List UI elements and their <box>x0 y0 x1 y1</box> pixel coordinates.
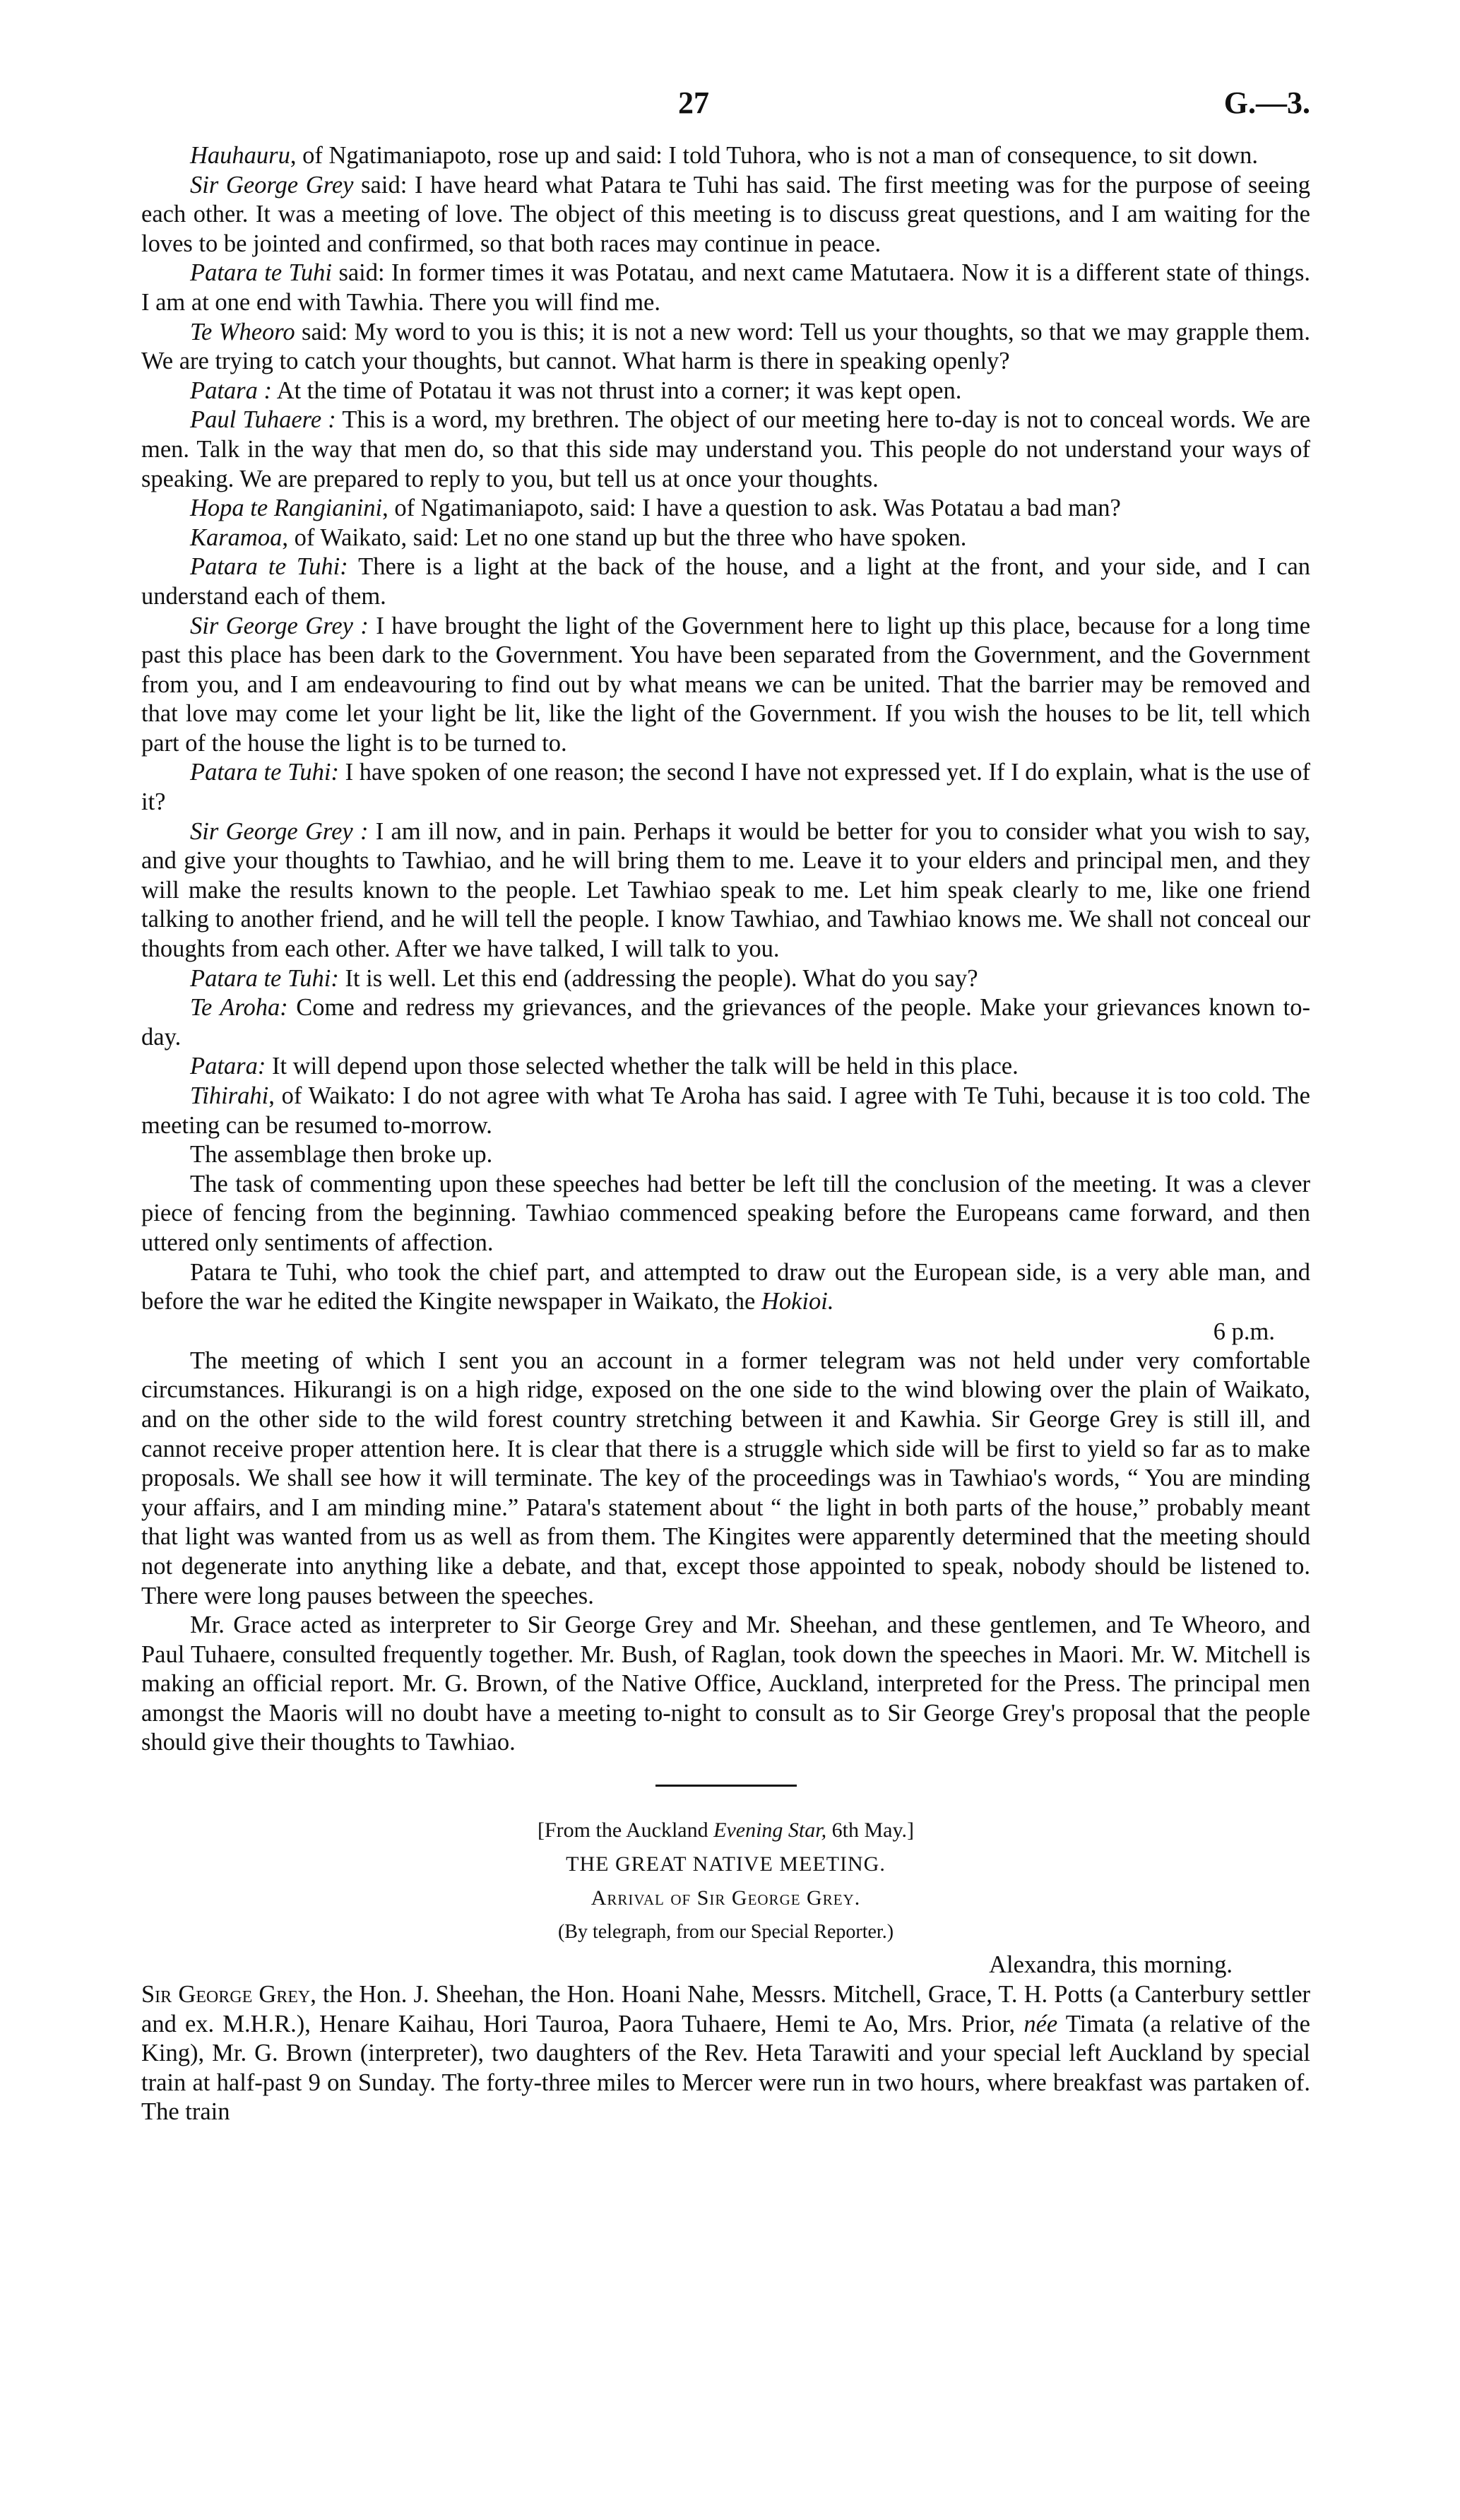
article-dateline: Alexandra, this morning. <box>989 1951 1233 1979</box>
page-number: 27 <box>678 85 709 120</box>
source-prefix: [From the Auckland <box>538 1818 714 1842</box>
speaker-name: Patara te Tuhi: <box>190 964 339 992</box>
speaker-name: Hauhauru <box>190 142 290 169</box>
paragraph-text: I have brought the light of the Government here to light up this place, because for a long time past this place has been dark to the Government. You have been separated from the Government, and the Government from you, and I am endeavouring to find out by what means we can be united. That the barrier may be removed and that love may come let your light be lit, like the light of the Government. If you wish the houses to be lit, tell which part of the house the light is to be turned to. <box>141 612 1311 757</box>
paragraph-text: said: In former times it was Potatau, and next came Matutaera. Now it is a different state of things. I am at one end with Tawhia. There you will find me. <box>141 259 1310 316</box>
speaker-name: Karamoa <box>190 523 283 551</box>
paragraph <box>141 964 1310 994</box>
paragraph-text: , of Ngatimaniapoto, rose up and said: I told Tuhora, who is not a man of consequence, to sit down. <box>290 142 1259 169</box>
section-divider <box>655 1785 797 1787</box>
paragraph-text: I have spoken of one reason; the second I have not expressed yet. If I do explain, what is the use of it? <box>141 759 1310 816</box>
paragraph: Mr. Grace acted as interpreter to Sir George Grey and Mr. Sheehan, and these gentlemen, and Te Wheoro, and Paul Tuhaere, consulted frequently together. Mr. Bush, of Raglan, took down the speeches in Maori. Mr. W. Mitchell is making an official report. Mr. G. Brown, of the Native Office, Auckland, interpreted for the Press. The principal men amongst the Maoris will no doubt have a meeting to-night to consult as to Sir George Grey's proposal that the people should give their thoughts to Tawhiao. <box>141 1611 1310 1756</box>
paragraph <box>141 377 1310 406</box>
body-text: Timata (a relative of the King), Mr. G. Brown (interpreter), two daughters of the Rev. Heta Tarawiti and your special left Auckland by special train at half-past 9 on Sunday. The forty-three miles to Mercer were run in two hours, where breakfast was partaken of. The train <box>141 2010 1310 2126</box>
paragraph <box>141 993 1310 1052</box>
paragraph-text: said: I have heard what Patara te Tuhi has said. The first meeting was for the purpose of seeing each other. It was a meeting of love. The object of this meeting is to discuss great questions, and I am waiting for the loves to be jointed and confirmed, so that both races may continue in peace. <box>141 171 1310 257</box>
speaker-name: Patara te Tuhi: <box>190 553 348 581</box>
body-text: , the Hon. J. Sheehan, the Hon. Hoani Nahe, Messrs. Mitchell, Grace, T. H. Potts (a Canterbury settler and ex. M.H.R.), Henare Kaihau, Hori Tauroa, Paora Tuhaere, Hemi te Ao, Mrs. Prior, <box>141 1981 1311 2037</box>
speaker-name: Te Wheoro <box>190 318 295 345</box>
paragraph <box>141 552 1310 611</box>
article-body <box>141 1980 1310 2127</box>
paragraph-text: I am ill now, and in pain. Perhaps it would be better for you to consider what you wish to say, and give your thoughts to Tawhiao, and he will bring them to me. Leave it to your elders and principal men, and they will make the results known to the people. Let Tawhiao speak to me. Let him speak clearly to me, like one friend talking to another friend, and he will tell the people. I know Tawhiao, and Tawhiao knows me. We shall not conceal our thoughts from each other. After we have talked, I will talk to you. <box>141 817 1310 963</box>
paragraph: The meeting of which I sent you an account in a former telegram was not held under very comfortable circumstances. Hikurangi is on a high ridge, exposed on the one side to the wind blowing over the plain of Waikato, and on the other side to the wild forest country stretching between it and Kawhia. Sir George Grey is still ill, and cannot receive proper attention here. It is clear that there is a struggle which side will be first to yield so far as to make proposals. We shall see how it will terminate. The key of the proceedings was in Tawhiao's words, “ You are minding your affairs, and I am minding mine.” Patara's statement about “ the light in both parts of the house,” probably meant that light was wanted from us as well as from them. The Kingites were apparently determined that the meeting should not degenerate into anything like a debate, and that, except those appointed to speak, nobody should be listened to. There were long pauses between the speeches. <box>141 1347 1310 1609</box>
article-headline: THE GREAT NATIVE MEETING. <box>566 1852 886 1876</box>
document-reference: G.—3. <box>1223 85 1310 120</box>
time-note: 6 p.m. <box>1213 1318 1275 1345</box>
paragraph <box>141 1082 1310 1140</box>
article-byline: (By telegraph, from our Special Reporter.) <box>557 1921 894 1944</box>
speaker-name: Patara: <box>190 1053 266 1080</box>
article-section <box>141 1814 1310 2127</box>
paragraph <box>141 758 1310 817</box>
speaker-name: Sir George Grey <box>190 171 354 199</box>
article-source <box>141 1814 1310 1847</box>
paragraph <box>141 817 1310 964</box>
speaker-name: Patara te Tuhi: <box>190 759 339 786</box>
paragraph-text: It will depend upon those selected whether the talk will be held in this place. <box>266 1053 1019 1080</box>
paragraph <box>141 259 1310 317</box>
paragraph <box>141 523 1310 553</box>
paragraph-text: , of Ngatimaniapoto, said: I have a question to ask. Was Potatau a bad man? <box>382 495 1121 522</box>
speaker-name: Te Aroha: <box>190 994 288 1022</box>
paragraph <box>141 1052 1310 1082</box>
source-newspaper: Evening Star, <box>713 1818 827 1842</box>
paragraph-text: , of Waikato, said: Let no one stand up but the three who have spoken. <box>282 523 967 551</box>
paragraph <box>141 494 1310 523</box>
paragraph-text: The assemblage then broke up. <box>190 1141 493 1169</box>
speaker-name: Patara : <box>190 377 272 404</box>
paragraph-text: It is well. Let this end (addressing the people). What do you say? <box>338 964 978 992</box>
page-header <box>141 0 1310 141</box>
paragraph-text: Come and redress my grievances, and the grievances of the people. Make your grievances known to-day. <box>141 994 1310 1051</box>
paragraph-text: , of Waikato: I do not agree with what Te Aroha has said. I agree with Te Tuhi, because it is too cold. The meeting can be resumed to-morrow. <box>141 1082 1310 1139</box>
paragraph-text: There is a light at the back of the house, and a light at the front, and your side, and I can understand each of them. <box>141 553 1311 610</box>
paragraph <box>141 1258 1310 1317</box>
lead-name: Sir George Grey <box>141 1981 311 2009</box>
source-suffix: 6th May.] <box>826 1818 914 1842</box>
paragraph <box>141 318 1310 377</box>
paragraph-text: The task of commenting upon these speeches had better be left till the conclusion of the meeting. It was a clever piece of fencing from the beginning. Tawhiao commenced speaking before the Europeans came forward, and then uttered only sentiments of affection. <box>141 1170 1310 1256</box>
paragraph <box>141 612 1310 759</box>
paragraph <box>141 141 1310 171</box>
paragraph <box>141 406 1310 494</box>
speaker-name: Hopa te Rangianini <box>190 495 383 522</box>
paragraph-text: At the time of Potatau it was not thrust into a corner; it was kept open. <box>271 377 962 404</box>
speaker-name: Sir George Grey : <box>190 817 369 845</box>
paragraph-text: This is a word, my brethren. The object of our meeting here to-day is not to conceal words. We are men. Talk in the way that men do, so that this side may understand you. This people do not understand your ways of speaking. We are prepared to reply to you, but tell us at once your thoughts. <box>141 406 1311 492</box>
speaker-name: Patara te Tuhi <box>190 259 332 287</box>
paragraph-text: Patara te Tuhi, who took the chief part, and attempted to draw out the European side, is a very able man, and before the war he edited the Kingite newspaper in Waikato, the <box>141 1258 1310 1315</box>
paragraph-text: said: My word to you is this; it is not a new word: Tell us your thoughts, so that we may grapple them. We are trying to catch your thoughts, but cannot. What harm is there in speaking openly? <box>141 318 1310 375</box>
paragraph <box>141 1140 1310 1170</box>
speaker-name: Paul Tuhaere : <box>190 406 336 434</box>
document-page <box>141 0 1310 2127</box>
paragraph <box>141 1170 1310 1258</box>
speeches-section <box>141 141 1310 1758</box>
body-italic: née <box>1023 2010 1058 2037</box>
speaker-name: Tihirahi <box>190 1082 269 1109</box>
speaker-name: Sir George Grey : <box>190 612 369 639</box>
article-subheading: Arrival of Sir George Grey. <box>590 1886 861 1910</box>
newspaper-title: Hokioi. <box>761 1288 834 1315</box>
paragraph <box>141 171 1310 259</box>
